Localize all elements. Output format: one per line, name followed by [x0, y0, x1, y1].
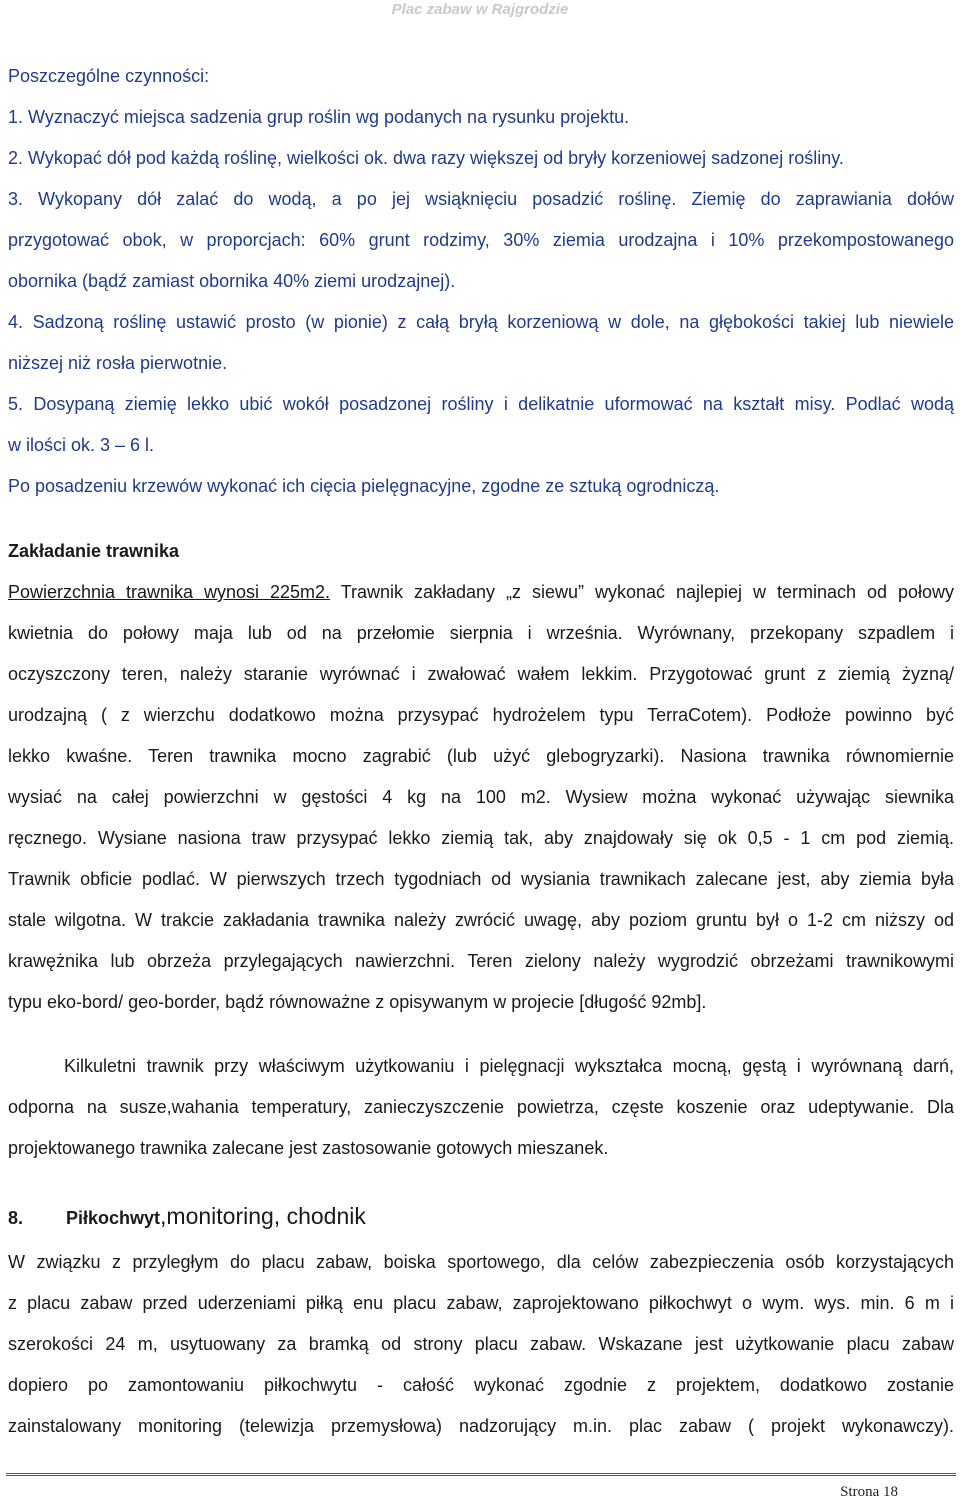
lawn-paragraph2-line: projektowanego trawnika zalecane jest zastosowanie gotowych mieszanek.	[8, 1138, 609, 1158]
lawn-line: oczyszczony teren, należy staranie wyrównać i zwałować wałem lekkim. Przygotować grunt z ziemią żyzną/	[8, 664, 954, 684]
section-number: 8.	[8, 1208, 24, 1228]
lawn-area-text: Powierzchnia trawnika wynosi 225m2.	[8, 582, 331, 602]
lawn-line: stale wilgotna. W trakcie zakładania trawnika należy zwrócić uwagę, aby poziom gruntu był o 1-2 cm niższy od	[8, 910, 954, 930]
section-title-bold: Piłkochwyt	[66, 1208, 161, 1228]
planting-step-4: 4. Sadzoną roślinę ustawić prosto (w pionie) z całą bryłą korzeniową w dole, na głębokości takiej lub niewiele	[8, 312, 954, 332]
lawn-line-1	[8, 572, 954, 613]
section-8-heading	[8, 1190, 954, 1242]
page-number: Strona 18	[840, 1484, 898, 1500]
lawn-line: kwietnia do połowy maja lub od na przełomie sierpnia i września. Wyrównany, przekopany szpadlem i	[8, 623, 954, 643]
lawn-paragraph2-line: odporna na susze,wahania temperatury, zanieczyszczenie powietrza, częste koszenie oraz udeptywanie. Dla	[8, 1097, 954, 1117]
lawn-line: urodzajną ( z wierzchu dodatkowo można przysypać hydrożelem typu TerraCotem). Podłoże powinno być	[8, 705, 954, 725]
section-8-line: zainstalowany monitoring (telewizja przemysłowa) nadzorujący m.in. plac zabaw ( projekt wykonawczy).	[8, 1416, 954, 1436]
document-body	[8, 56, 954, 1447]
section-8-line: W związku z przyległym do placu zabaw, boiska sportowego, dla celów zabezpieczenia osób korzystających	[8, 1252, 954, 1272]
lawn-line: wysiać na całej powierzchni w gęstości 4 kg na 100 m2. Wysiew można wykonać używając siewnika	[8, 787, 954, 807]
page-header: Plac zabaw w Rajgrodzie	[391, 1, 569, 18]
planting-step-5-end: w ilości ok. 3 – 6 l.	[8, 435, 155, 455]
planting-step-1: 1. Wyznaczyć miejsca sadzenia grup roślin wg podanych na rysunku projektu.	[8, 107, 630, 127]
section-8-line: dopiero po zamontowaniu piłkochwytu - całość wykonać zgodnie z projektem, dodatkowo zostanie	[8, 1375, 954, 1395]
footer-divider	[6, 1473, 956, 1476]
planting-step-3-cont: przygotować obok, w proporcjach: 60% grunt rodzimy, 30% ziemia urodzajna i 10% przekompostowanego	[8, 230, 954, 250]
planting-step-3-end: obornika (bądź zamiast obornika 40% ziemi urodzajnej).	[8, 271, 456, 291]
lawn-line: typu eko-bord/ geo-border, bądź równoważne z opisywanym w projecie [długość 92mb].	[8, 992, 707, 1012]
planting-step-4-end: niższej niż rosła pierwotnie.	[8, 353, 228, 373]
lawn-line-1-rest: Trawnik zakładany „z siewu” wykonać najlepiej w terminach od połowy	[330, 582, 954, 602]
lawn-heading: Zakładanie trawnika	[8, 541, 180, 561]
section-8-line: szerokości 24 m, usytuowany za bramką od strony placu zabaw. Wskazane jest użytkowanie placu zabaw	[8, 1334, 954, 1354]
planting-step-5: 5. Dosypaną ziemię lekko ubić wokół posadzonej rośliny i delikatnie uformować na kształt misy. Podlać wodą	[8, 394, 954, 414]
planting-step-2: 2. Wykopać dół pod każdą roślinę, wielkości ok. dwa razy większej od bryły korzeniowej sadzonej rośliny.	[8, 148, 844, 168]
section-8-line: z placu zabaw przed uderzeniami piłką enu placu zabaw, zaprojektowano piłkochwyt o wym. wys. min. 6 m i	[8, 1293, 954, 1313]
planting-note: Po posadzeniu krzewów wykonać ich cięcia pielęgnacyjne, zgodne ze sztuką ogrodniczą.	[8, 476, 720, 496]
lawn-line: ręcznego. Wysiane nasiona traw przysypać lekko ziemią tak, aby znajdowały się ok 0,5 - 1 cm pod ziemią.	[8, 828, 954, 848]
lawn-line: krawężnika lub obrzeża przylegających nawierzchni. Teren zielony należy wygrodzić obrzeżami trawnikowymi	[8, 951, 954, 971]
lawn-line: lekko kwaśne. Teren trawnika mocno zagrabić (lub użyć glebogryzarki). Nasiona trawnika równomiernie	[8, 746, 954, 766]
lawn-paragraph2-line: Kilkuletni trawnik przy właściwym użytkowaniu i pielęgnacji wykształca mocną, gęstą i wyrównaną darń,	[64, 1056, 954, 1076]
lawn-line: Trawnik obficie podlać. W pierwszych trzech tygodniach od wysiania trawnikach zalecane jest, aby ziemia była	[8, 869, 954, 889]
planting-step-3: 3. Wykopany dół zalać do wodą, a po jej wsiąknięciu posadzić roślinę. Ziemię do zaprawiania dołów	[8, 189, 954, 209]
planting-heading: Poszczególne czynności:	[8, 66, 210, 86]
section-title-rest: ,monitoring, chodnik	[160, 1203, 366, 1229]
